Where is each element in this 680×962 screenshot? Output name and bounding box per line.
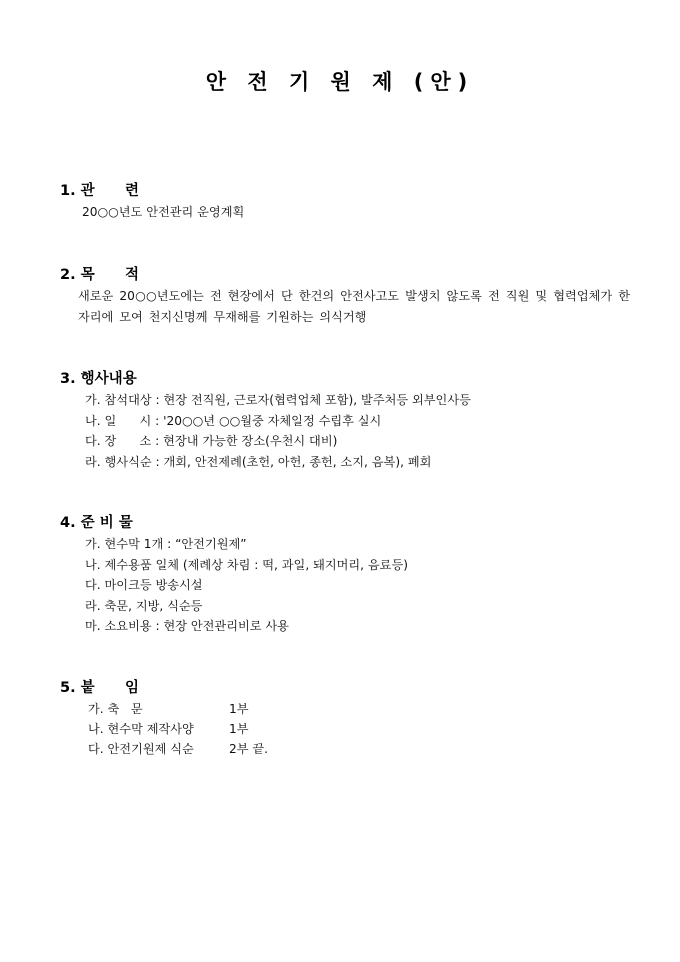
- list-item: 라. 축문, 지방, 식순등: [85, 598, 203, 613]
- section-number: 5.: [60, 680, 76, 696]
- attachment-name: 가. 축 문: [88, 702, 143, 716]
- section-title: 목 적: [80, 267, 139, 283]
- attachment-count: 1부: [229, 702, 249, 716]
- attachment-count: 2부 끝.: [229, 742, 269, 756]
- section-related: [60, 180, 630, 223]
- attachment-name: 다. 안전기원제 식순: [88, 742, 194, 756]
- attachment-row: [60, 699, 630, 719]
- section-heading: [60, 512, 630, 534]
- event-attendees: 가. 참석대상 : 현장 전직원, 근로자(협력업체 포함), 발주처등 외부인사등: [85, 393, 471, 407]
- list-item: 나. 제수용품 일체 (제례상 차림 : 떡, 과일, 돼지머리, 음료등): [85, 557, 408, 572]
- section-number: 3.: [60, 371, 76, 387]
- section-number: 2.: [60, 267, 76, 283]
- list-item: 가. 현수막 1개 : “안전기원제”: [85, 537, 247, 551]
- section-purpose: [60, 264, 630, 328]
- section-heading: [60, 180, 630, 202]
- section-title: 행사내용: [80, 371, 137, 387]
- section-heading: [60, 264, 630, 286]
- attachment-count: 1부: [229, 722, 249, 736]
- attachment-row: [60, 739, 630, 759]
- section-heading: [60, 368, 630, 390]
- event-program: 라. 행사식순 : 개회, 안전제례(초헌, 아헌, 종헌, 소지, 음복), 폐회: [85, 454, 432, 469]
- section-attachments: [60, 677, 630, 759]
- section-preparations: [60, 512, 630, 637]
- section-title: 관 련: [80, 183, 139, 199]
- list-item: 다. 마이크등 방송시설: [85, 578, 203, 592]
- section-title: 준 비 물: [80, 515, 133, 531]
- document-title: 안 전 기 원 제 (안): [205, 70, 475, 94]
- section-heading: [60, 677, 630, 699]
- attachment-name: 나. 현수막 제작사양: [88, 722, 194, 736]
- section-event-details: [60, 368, 630, 472]
- section-line: 20○○년도 안전관리 운영계획: [82, 205, 245, 219]
- event-date: 나. 일 시 : '20○○년 ○○월중 자체일정 수립후 실시: [85, 413, 382, 428]
- section-number: 1.: [60, 183, 76, 199]
- event-location: 다. 장 소 : 현장내 가능한 장소(우천시 대비): [85, 434, 338, 448]
- attachment-row: [60, 719, 630, 739]
- purpose-paragraph: 새로운 20○○년도에는 전 현장에서 단 한건의 안전사고도 발생치 않도록 전 직원 및 협력업체가 한자리에 모여 천지신명께 무재해를 기원하는 의식거행: [78, 289, 630, 324]
- list-item: 마. 소요비용 : 현장 안전관리비로 사용: [85, 619, 289, 633]
- section-number: 4.: [60, 515, 76, 531]
- section-title: 붙 임: [80, 680, 139, 696]
